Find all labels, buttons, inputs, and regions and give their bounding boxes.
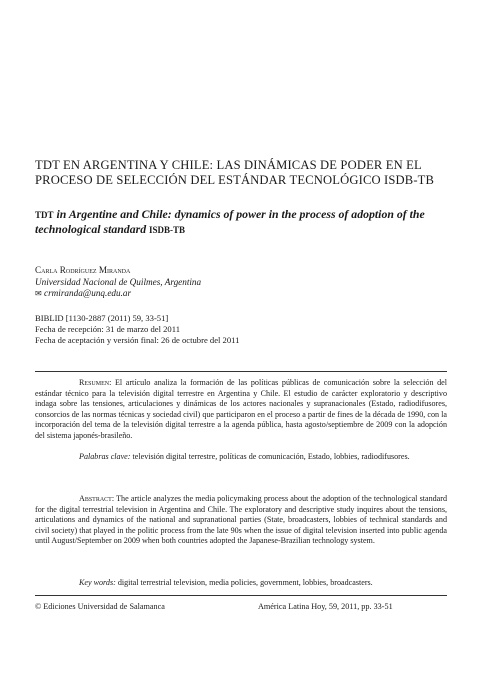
author-block	[35, 265, 455, 300]
author-name: Carla Rodríguez Miranda	[35, 265, 131, 275]
envelope-icon: ✉	[35, 289, 42, 298]
resumen-paragraph	[35, 378, 447, 441]
title-en-suffix: ISDB-TB	[149, 225, 186, 235]
footer-copyright: © Ediciones Universidad de Salamanca	[35, 602, 165, 611]
key-words-label: Key words:	[79, 578, 116, 587]
abstract-label: Abstract:	[79, 494, 115, 503]
abstract-paragraph	[35, 494, 447, 547]
key-words-paragraph	[35, 578, 447, 589]
key-words-text: digital terrestrial television, media policies, government, lobbies, broadcasters.	[115, 578, 373, 587]
biblid-reference: BIBLID [1130-2887 (2011) 59, 33-51]	[35, 313, 169, 323]
author-email[interactable]: crmiranda@unq.edu.ar	[44, 288, 132, 298]
article-title-spanish: TDT EN ARGENTINA Y CHILE: LAS DINÁMICAS DE PODER EN EL PROCESO DE SELECCIÓN DEL ESTÁNDAR TECNOLÓGICO ISDB-TB	[35, 158, 435, 187]
article-title-english	[35, 207, 455, 237]
palabras-clave-label: Palabras clave:	[79, 452, 131, 461]
resumen-text: El artículo analiza la formación de las políticas públicas de comunicación sobre la selección del estándar técnico para la televisión digital terrestre en Argentina y Chile. El estudio de carácter exploratorio y descriptivo indaga sobre las tensiones, articulaciones y dinámicas de los actores nacionales y supranacionales (Estado, radiodifusores, consorcios de las normas técnicas y sociedad civil) que participaron en el proceso a partir de fines de la década de 1990, con la incorporación del tema de la televisión digital terrestre a la agenda pública, hasta agosto/septiembre de 2009 con la adopción del sistema japonés-brasileño.	[35, 378, 447, 440]
footer-journal-citation: América Latina Hoy, 59, 2011, pp. 33-51	[258, 602, 393, 611]
divider-bottom	[35, 595, 447, 596]
reception-date: Fecha de recepción: 31 de marzo del 2011	[35, 324, 180, 334]
title-en-prefix: TDT	[35, 210, 54, 220]
palabras-clave-paragraph	[35, 452, 447, 463]
author-affiliation: Universidad Nacional de Quilmes, Argentina	[35, 276, 202, 287]
author-email-line	[35, 288, 455, 300]
divider-top	[35, 371, 447, 372]
palabras-clave-text: televisión digital terrestre, políticas de comunicación, Estado, lobbies, radiodifusores.	[130, 452, 410, 461]
title-en-text: in Argentine and Chile: dynamics of power in the process of adoption of the technological standard	[35, 207, 425, 236]
resumen-label: Resumen:	[79, 378, 112, 387]
bibliographic-info	[35, 313, 455, 346]
acceptance-date: Fecha de aceptación y versión final: 26 de octubre del 2011	[35, 335, 240, 345]
abstract-text: The article analyzes the media policymaking process about the adoption of the technological standard for the digital terrestrial television in Argentina and Chile. The exploratory and descriptive study inquires about the tensions, articulations and dynamics of the national and supranational parties (State, broadcasters, lobbies of technical standards and civil society) that played in the politic process from the late 90s when the issue of digital television inserted into public agenda until August/September on 2009 when both countries adopted the Japanese-Brazilian technology system.	[35, 494, 447, 545]
